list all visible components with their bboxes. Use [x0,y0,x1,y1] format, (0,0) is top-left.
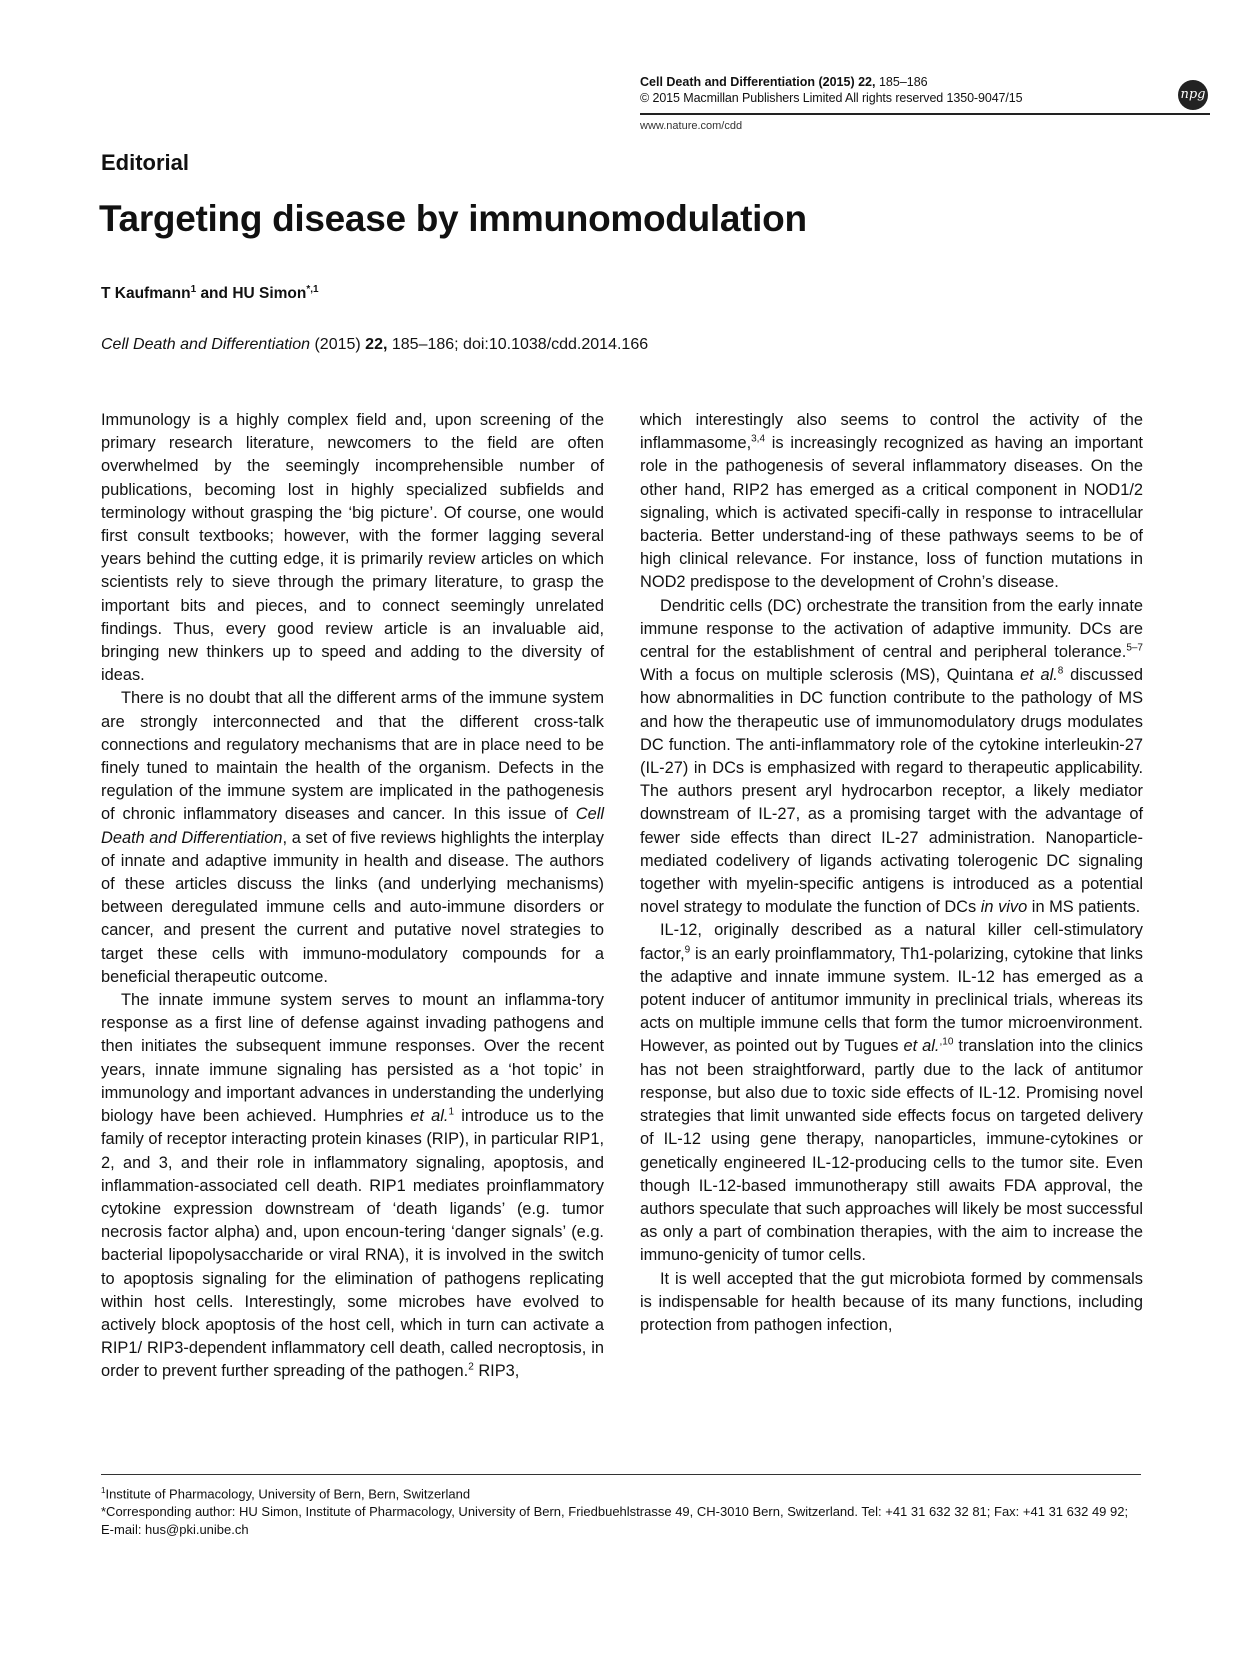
journal-header [640,74,1210,106]
reference-marker[interactable]: 8 [1057,665,1064,677]
journal-url[interactable]: www.nature.com/cdd [640,120,743,132]
citation-year: (2015) [314,336,361,353]
author-name: HU Simon [232,285,307,303]
journal-name-inline: Cell Death and Differentiation [101,805,604,847]
footnote-divider [101,1474,1141,1475]
npg-logo: npg [1178,80,1208,110]
article-title: Targeting disease by immunomodulation [99,198,807,239]
citation-doi: 185–186; doi:10.1038/cdd.2014.166 [391,336,649,353]
citation-journal: Cell Death and Differentiation [101,336,311,353]
affiliation-marker: *,1 [306,284,319,295]
page-range: 185–186 [878,75,928,89]
affiliation-footnote: $^1$Institute of Pharmacology, University of Bern, Bern, Switzerland [101,1486,471,1502]
body-paragraph: IL-12, originally described as a natural killer cell-stimulatory factor,$^9$ is an early proinflammatory, Th1-polarizing, cytokine that links the adaptive and innate immune system. IL-12 has emerged as a potent inducer of antitumor immunity in preclinical trials, whereas its acts on multiple immune cells that form the tumor microenvironment. However, as pointed out by Tugues et al.$^{,10}$ translation into the clinics has not been straightforward, partly due to the lack of antitumor response, but also due to toxic side effects of IL-12. Promising novel strategies that limit unwanted side effects focus on targeted delivery of IL-12 using gene therapy, nanoparticles, immune-cytokines or genetically engineered IL-12-producing cells to the tumor site. Even though IL-12-based immunotherapy still awaits FDA approval, the authors speculate that such approaches will likely be most successful as only a part of combination therapies, with the aim to increase the immuno-genicity of tumor cells. [640,921,1143,1265]
copyright-line: © 2015 Macmillan Publishers Limited All rights reserved 1350-9047/15 [640,91,1023,105]
body-column-right [640,409,1143,1337]
body-paragraph: It is well accepted that the gut microbiota formed by commensals is indispensable for health because of its many functions, including protection from pathogen infection, [640,1269,1143,1334]
section-label: Editorial [101,150,190,175]
reference-marker[interactable]: 3,4 [751,433,766,445]
reference-marker[interactable]: 1 [448,1106,455,1118]
author-joiner: and [200,285,228,303]
reference-marker[interactable]: 5–7 [1126,642,1143,654]
citation-line [101,336,648,354]
author-list [101,284,319,303]
affiliation-marker: 1 [190,284,197,295]
body-paragraph: There is no doubt that all the different arms of the immune system are strongly interconnected and that the different cross-talk connections and regulatory mechanisms that are in place need to be finely tuned to maintain the health of the organism. Defects in the regulation of the immune system are implicated in the pathogenesis of chronic inflammatory diseases and cancer. In this issue of Cell Death and Differentiation, a set of five reviews highlights the interplay of innate and adaptive immunity in health and disease. The authors of these articles discuss the links (and underlying mechanisms) between deregulated immune cells and auto-immune disorders or cancer, and present the current and putative novel strategies to target these cells with immuno-modulatory compounds for a beneficial therapeutic outcome. [101,689,604,986]
footnotes [101,1482,1141,1539]
journal-name: Cell Death and Differentiation (2015) 22, 185–186 [640,75,928,89]
body-paragraph: Immunology is a highly complex field and, upon screening of the primary research literature, newcomers to the field are often overwhelmed by the seemingly incomprehensible number of publications, becoming lost in highly specialized subfields and terminology without grasping the ‘big picture’. Of course, one would first consult textbooks; however, with the former lagging several years behind the cutting edge, it is primarily review articles on which scientists rely to sieve through the primary literature, to grasp the important bits and pieces, and to connect seemingly unrelated findings. Thus, every good review article is an invaluable aid, bringing new thinkers up to speed and adding to the diversity of ideas. [101,411,604,685]
reference-marker[interactable]: 9 [684,944,691,956]
body-paragraph: The innate immune system serves to mount an inflamma-tory response as a first line of defense against invading pathogens and then initiates the subsequent immune responses. Over the recent years, innate immune signaling has persisted as a ‘hot topic’ in immunology and important advances in understanding the underlying biology have been achieved. Humphries et al.$^1$ introduce us to the family of receptor interacting protein kinases (RIP), in particular RIP1, 2, and 3, and their role in inflammatory signaling, apoptosis, and inflammation-associated cell death. RIP1 mediates proinflammatory cytokine expression downstream of ‘death ligands’ (e.g. tumor necrosis factor alpha) and, upon encoun-tering ‘danger signals’ (e.g. bacterial lipopolysaccharide or viral RNA), it is involved in the switch to apoptosis signaling for the elimination of pathogens replicating within host cells. Interestingly, some microbes have evolved to actively block apoptosis of the host cell, which in turn can activate a RIP1/ RIP3-dependent inflammatory cell death, called necroptosis, in order to prevent further spreading of the pathogen.$^2$ RIP3, [101,991,604,1381]
header-divider [640,113,1210,115]
reference-marker[interactable]: ,10 [939,1037,954,1049]
reference-marker[interactable]: 2 [468,1361,474,1373]
body-paragraph: Dendritic cells (DC) orchestrate the transition from the early innate immune response to the activation of adaptive immunity. DCs are central for the establishment of central and peripheral tolerance.$^{5-7}$ With a focus on multiple sclerosis (MS), Quintana et al.$^8$ discussed how abnormalities in DC function contribute to the pathology of MS and how the therapeutic use of immunomodulatory drugs modulates DC function. The anti-inflammatory role of the cytokine interleukin-27 (IL-27) in DCs is emphasized with regard to therapeutic applicability. The authors present aryl hydrocarbon receptor, a likely mediator downstream of IL-27, as a promising target with the advantage of fewer side effects than direct IL-27 administration. Nanoparticle-mediated codelivery of ligands activating tolerogenic DC signaling together with myelin-specific antigens is introduced as a potential novel strategy to modulate the function of DCs in vivo in MS patients. [640,596,1143,917]
author-name: T Kaufmann [101,285,191,303]
body-column-left [101,409,604,1384]
citation-volume: 22, [365,336,388,353]
corresponding-author-footnote: *Corresponding author: HU Simon, Institute of Pharmacology, University of Bern, Friedbuehlstrasse 49, CH-3010 Bern, Switzerland. Tel: +41 31 632 32 81; Fax: +41 31 632 49 92; E-mail: hus@pki.unibe.ch [101,1504,1129,1538]
body-paragraph: which interestingly also seems to control the activity of the inflammasome,$^{3,4}$ is increasingly recognized as having an important role in the pathogenesis of several inflammatory diseases. On the other hand, RIP2 has emerged as a critical component in NOD1/2 signaling, which is activated specifi-cally in response to intracellular bacteria. Better understand-ing of these pathways seems to be of high clinical relevance. For instance, loss of function mutations in NOD2 predispose to the development of Crohn’s disease. [640,411,1143,592]
